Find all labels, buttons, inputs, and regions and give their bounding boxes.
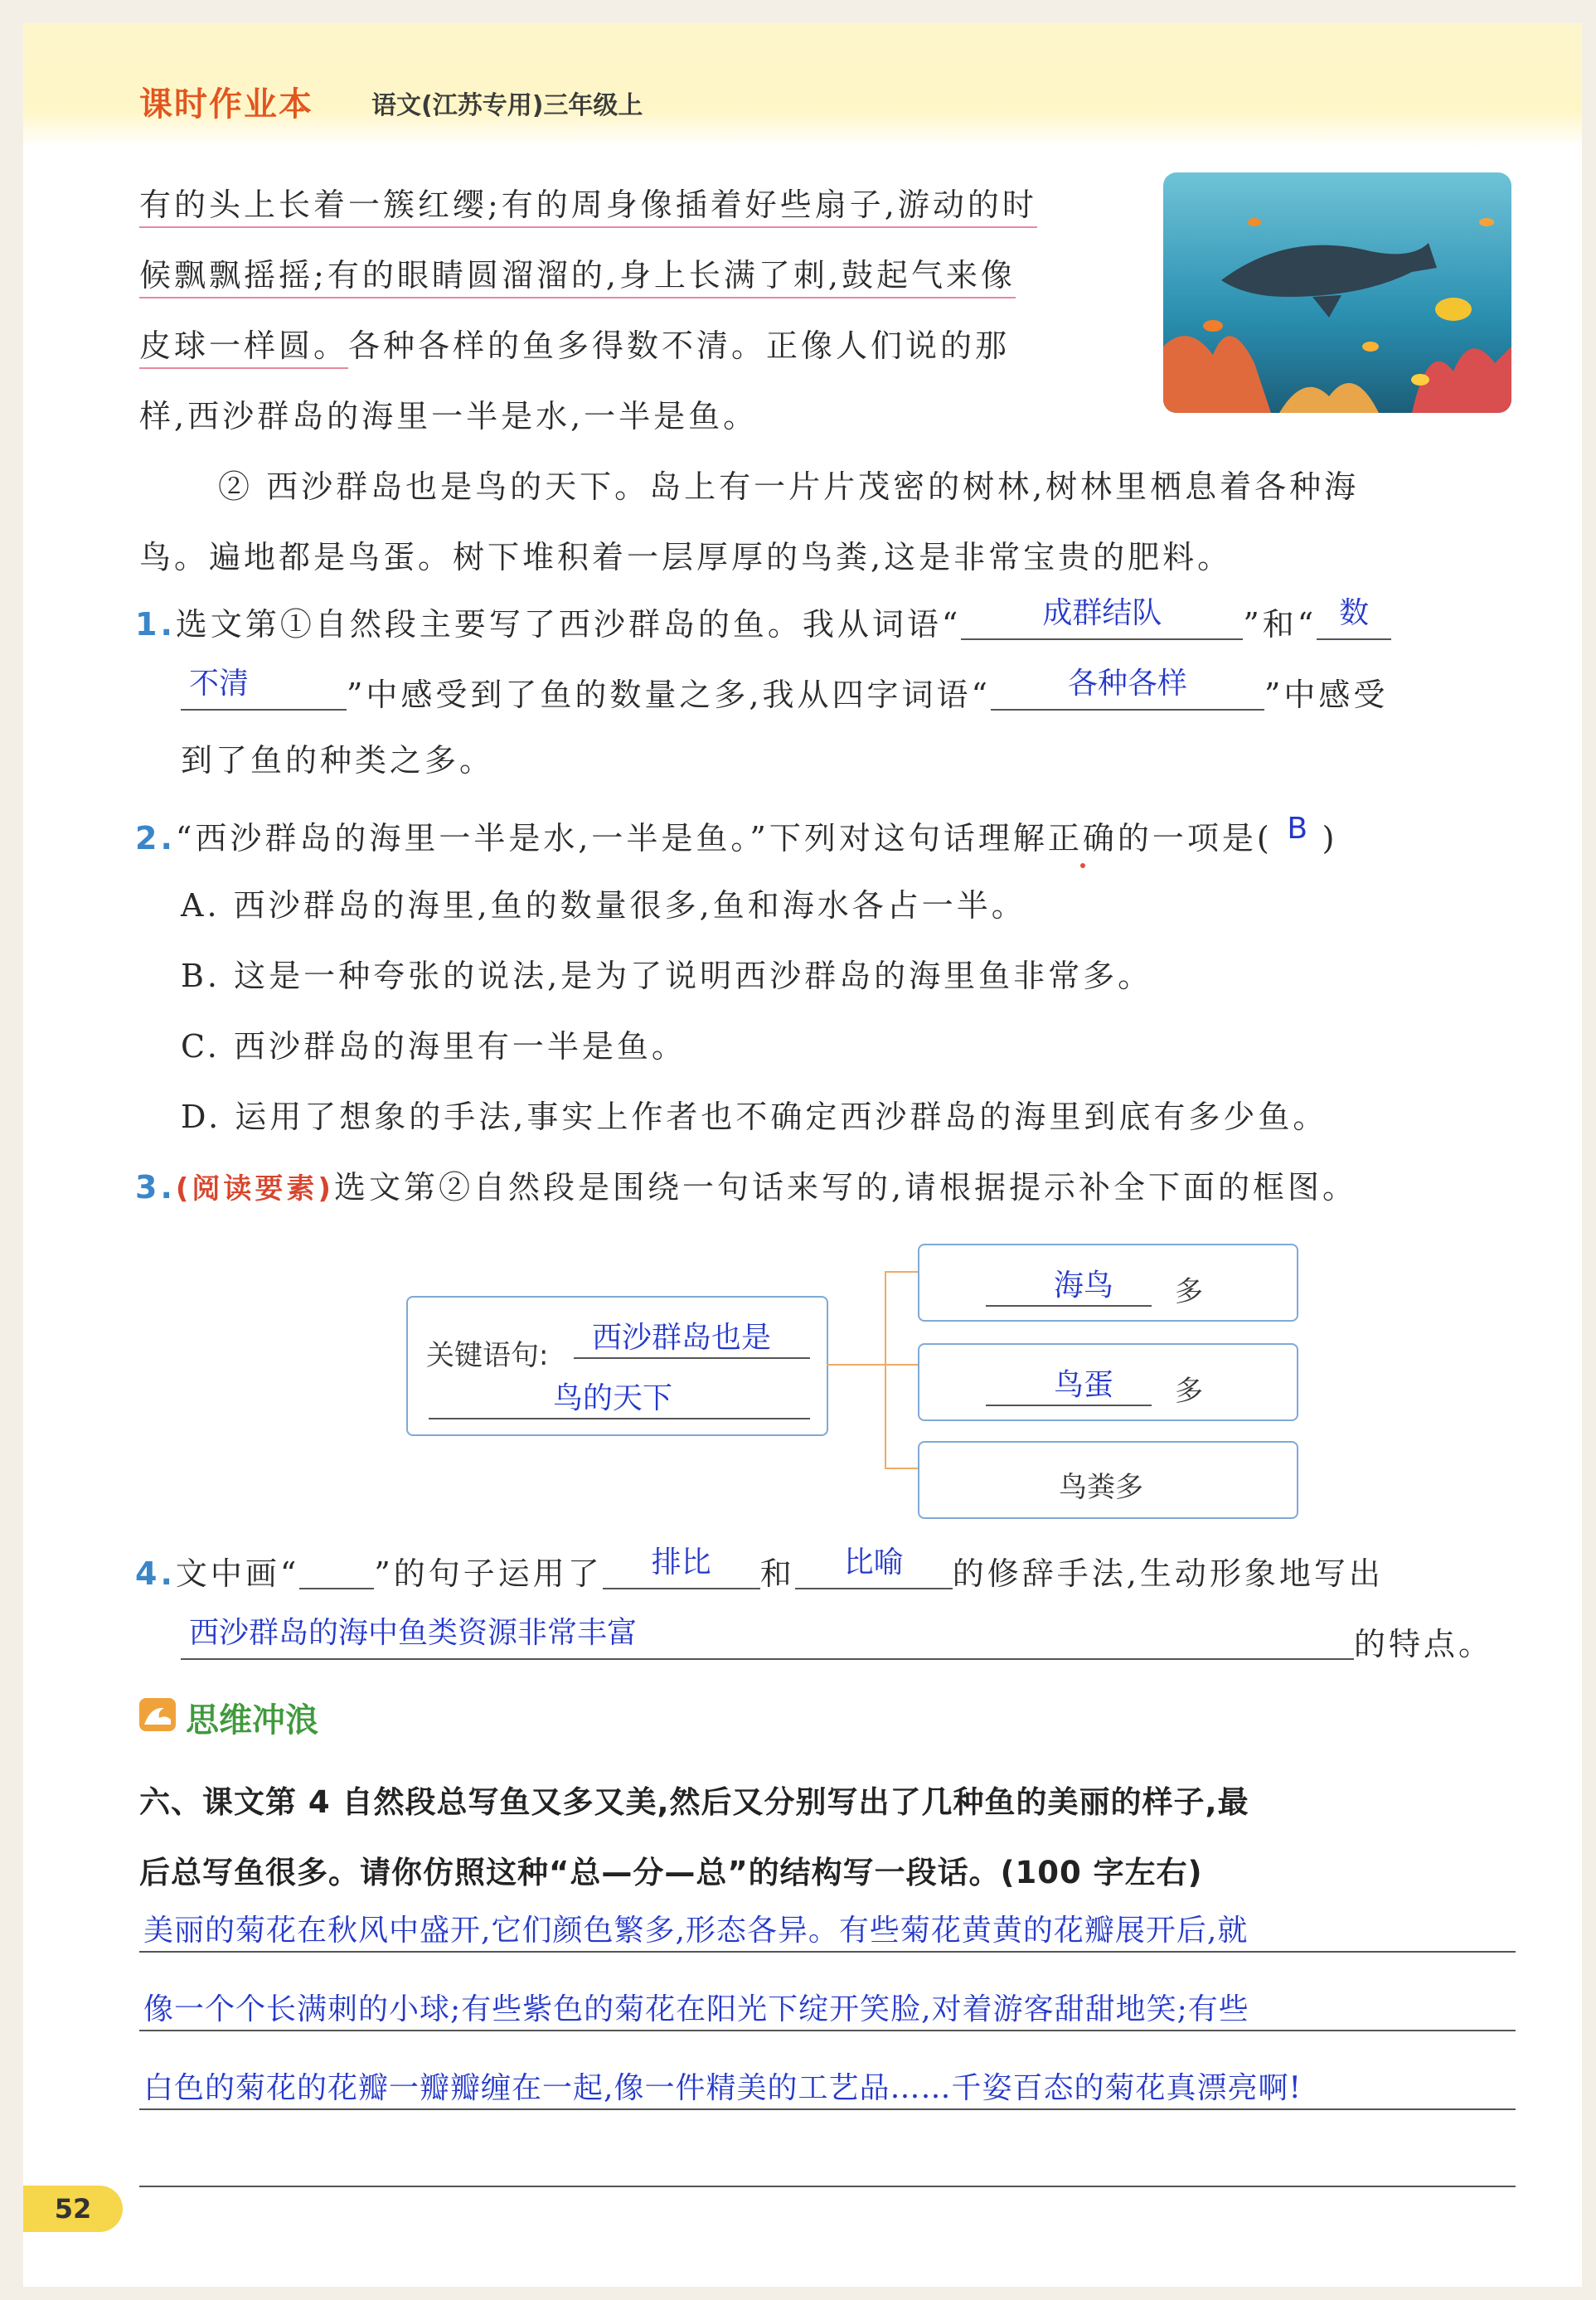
fish-illustration-svg (1163, 172, 1511, 413)
key-sentence-label: 关键语句: (426, 1339, 549, 1372)
q4-blank-1[interactable]: 排比 (603, 1553, 760, 1589)
question-4-line-2: 西沙群岛的海中鱼类资源非常丰富 的特点。 (181, 1623, 1493, 1660)
subject-label: 语文(江苏专用)三年级上 (371, 91, 643, 120)
q1-blank-2a[interactable]: 数 (1317, 604, 1391, 640)
writing-line-4[interactable] (139, 2186, 1516, 2187)
q2-option-c: C. 西沙群岛的海里有一半是鱼。 (181, 1028, 686, 1065)
key-sentence-box (406, 1296, 828, 1436)
question-3-stem: 3.(阅读要素)选文第②自然段是围绕一句话来写的,请根据提示补全下面的框图。 (135, 1169, 1358, 1206)
detail-answer-1: 海鸟 (1054, 1269, 1114, 1303)
section-wave-icon (139, 1698, 176, 1731)
question-4-line-1: 4.文中画“ ”的句子运用了 排比 和 比喻 的修辞手法,生动形象地写出 (135, 1545, 1384, 1592)
passage-line-3: 皮球一样圆。各种各样的鱼多得数不清。正像人们说的那 (139, 330, 1010, 361)
paragraph-2-line-1: ② 西沙群岛也是鸟的天下。岛上有一片片茂密的树林,树林里栖息着各种海 (218, 468, 1360, 505)
question-2-stem: 2.“西沙群岛的海里一半是水,一半是鱼。”下列对这句话理解正确的一项是( B ) (135, 812, 1338, 856)
detail-box-2: 鸟蛋 多 (918, 1343, 1298, 1421)
q2-option-b: B. 这是一种夸张的说法,是为了说明西沙群岛的海里鱼非常多。 (181, 958, 1153, 994)
q1-blank-1[interactable]: 成群结队 (961, 604, 1243, 640)
detail-box-1: 海鸟 多 (918, 1244, 1298, 1322)
q2-option-a: A. 西沙群岛的海里,鱼的数量很多,鱼和海水各占一半。 (181, 887, 1026, 924)
detail-text-3: 鸟粪多 (1059, 1471, 1143, 1504)
writing-line-2[interactable] (139, 2030, 1516, 2031)
writing-line-3[interactable] (139, 2108, 1516, 2110)
passage-line-4: 样,西沙群岛的海里一半是水,一半是鱼。 (139, 398, 759, 434)
page-header (23, 23, 1582, 148)
key-answer-1: 西沙群岛也是 (592, 1321, 772, 1355)
q2-option-d: D. 运用了想象的手法,事实上作者也不确定西沙群岛的海里到底有多少鱼。 (181, 1099, 1328, 1135)
question-1-line-2: 不清 ”中感受到了鱼的数量之多,我从四字词语“ 各种各样 ”中感受 (181, 674, 1388, 711)
writing-answer-line-2: 像一个个长满刺的小球;有些紫色的菊花在阳光下绽开笑脸,对着游客甜甜地笑;有些 (143, 1992, 1249, 2026)
q4-blank-2[interactable]: 比喻 (795, 1553, 953, 1589)
passage-line-1: 有的头上长着一簇红缨;有的周身像插着好些扇子,游动的时 (139, 189, 1037, 221)
page-number: 52 (23, 2186, 123, 2232)
connector-middle (886, 1364, 918, 1366)
sea-fish-illustration (1163, 172, 1511, 413)
q2-answer-slot[interactable]: B (1287, 812, 1308, 846)
section-prompt-line-2: 后总写鱼很多。请你仿照这种“总—分—总”的结构写一段话。(100 字左右) (139, 1855, 1203, 1890)
detail-answer-2: 鸟蛋 (1054, 1368, 1114, 1402)
key-answer-2: 鸟的天下 (553, 1381, 673, 1415)
workbook-page (23, 23, 1582, 2287)
writing-line-1[interactable] (139, 1951, 1516, 1953)
connector-main (827, 1364, 885, 1366)
question-1-line-1: 1.选文第①自然段主要写了西沙群岛的鱼。我从词语“ 成群结队 ”和“ 数 (135, 604, 1391, 640)
paragraph-2-line-2: 鸟。遍地都是鸟蛋。树下堆积着一层厚厚的鸟粪,这是非常宝贵的肥料。 (139, 539, 1233, 575)
q1-blank-3[interactable]: 各种各样 (991, 674, 1264, 711)
section-prompt-line-1: 六、课文第 4 自然段总写鱼又多又美,然后又分别写出了几种鱼的美丽的样子,最 (139, 1784, 1249, 1820)
q4-blank-3[interactable]: 西沙群岛的海中鱼类资源非常丰富 (181, 1623, 1354, 1660)
q1-blank-2b[interactable]: 不清 (181, 674, 347, 711)
connector-branch (885, 1271, 919, 1469)
writing-answer-line-3: 白色的菊花的花瓣一瓣瓣缠在一起,像一件精美的工艺品……千姿百态的菊花真漂亮啊! (143, 2071, 1302, 2105)
question-1-line-3: 到了鱼的种类之多。 (181, 742, 495, 779)
brand-title: 课时作业本 (139, 85, 313, 124)
passage-line-2: 候飘飘摇摇;有的眼睛圆溜溜的,身上长满了刺,鼓起气来像 (139, 260, 1016, 291)
detail-box-3 (918, 1441, 1298, 1519)
section-title: 思维冲浪 (186, 1701, 318, 1740)
writing-answer-line-1: 美丽的菊花在秋风中盛开,它们颜色繁多,形态各异。有些菊花黄黄的花瓣展开后,就 (143, 1914, 1249, 1948)
